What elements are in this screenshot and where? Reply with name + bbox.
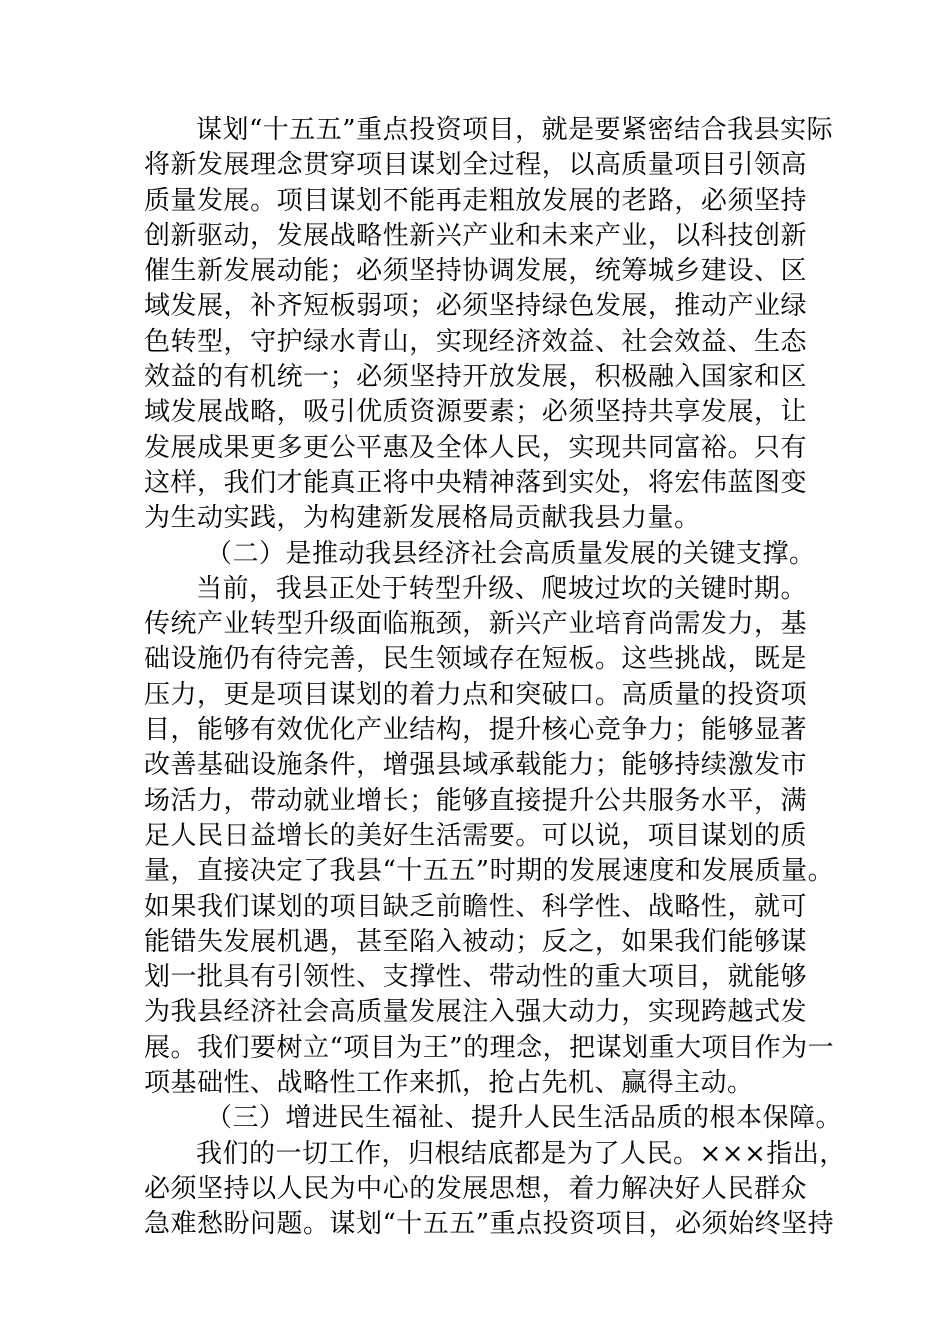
text-line: 质量发展。项目谋划不能再走粗放发展的老路，必须坚持: [144, 185, 807, 216]
text-line: 项基础性、战略性工作来抓，抢占先机、赢得主动。: [144, 1068, 754, 1099]
text-line: 我们的一切工作，归根结底都是为了人民。×××指出，: [196, 1138, 846, 1169]
text-line: 如果我们谋划的项目缺乏前瞻性、科学性、战略性，就可: [144, 891, 807, 922]
text-line: 划一批具有引领性、支撑性、带动性的重大项目，就能够: [144, 962, 807, 993]
document-body: [144, 113, 846, 1243]
text-line: 场活力，带动就业增长；能够直接提升公共服务水平，满: [144, 785, 807, 816]
text-line: 急难愁盼问题。谋划“十五五”重点投资项目，必须始终坚持: [144, 1209, 835, 1240]
body-paragraph: [144, 572, 835, 1101]
text-line: （三）增进民生福祉、提升人民生活品质的根本保障。: [206, 1103, 843, 1134]
text-line: 必须坚持以人民为中心的发展思想，着力解决好人民群众: [144, 1173, 807, 1204]
text-line: 创新驱动，发展战略性新兴产业和未来产业，以科技创新: [144, 220, 807, 251]
text-line: 效益的有机统一；必须坚持开放发展，积极融入国家和区: [144, 362, 807, 393]
text-line: 量，直接决定了我县“十五五”时期的发展速度和发展质量。: [144, 856, 835, 887]
text-line: 为我县经济社会高质量发展注入强大动力，实现跨越式发: [144, 997, 807, 1028]
text-line: 催生新发展动能；必须坚持协调发展，统筹城乡建设、区: [144, 256, 807, 287]
section-heading: [144, 1101, 843, 1136]
text-line: 域发展战略，吸引优质资源要素；必须坚持共享发展，让: [144, 397, 807, 428]
text-line: 改善基础设施条件，增强县域承载能力；能够持续激发市: [144, 750, 807, 781]
text-line: 当前，我县正处于转型升级、爬坡过坎的关键时期。: [196, 573, 807, 604]
text-line: 将新发展理念贯穿项目谋划全过程，以高质量项目引领高: [144, 150, 807, 181]
text-line: 压力，更是项目谋划的着力点和突破口。高质量的投资项: [144, 679, 807, 710]
text-line: 色转型，守护绿水青山，实现经济效益、社会效益、生态: [144, 326, 807, 357]
text-line: 发展成果更多更公平惠及全体人民，实现共同富裕。只有: [144, 432, 807, 463]
section-heading: [144, 537, 816, 572]
text-line: 谋划“十五五”重点投资项目，就是要紧密结合我县实际: [196, 115, 834, 145]
text-line: 础设施仍有待完善，民生领域存在短板。这些挑战，既是: [144, 644, 807, 675]
text-line: 能错失发展机遇，甚至陷入被动；反之，如果我们能够谋: [144, 926, 807, 957]
text-line: （二）是推动我县经济社会高质量发展的关键支撑。: [206, 538, 816, 569]
text-line: 目，能够有效优化产业结构，提升核心竞争力；能够显著: [144, 715, 807, 746]
text-line: 这样，我们才能真正将中央精神落到实处，将宏伟蓝图变: [144, 467, 807, 498]
text-line: 域发展，补齐短板弱项；必须坚持绿色发展，推动产业绿: [144, 291, 807, 322]
body-paragraph: [144, 1137, 846, 1243]
body-paragraph: [144, 113, 834, 537]
text-line: 足人民日益增长的美好生活需要。可以说，项目谋划的质: [144, 820, 807, 851]
text-line: 展。我们要树立“项目为王”的理念，把谋划重大项目作为一: [144, 1032, 835, 1063]
text-line: 传统产业转型升级面临瓶颈，新兴产业培育尚需发力，基: [144, 609, 807, 640]
text-line: 为生动实践，为构建新发展格局贡献我县力量。: [144, 503, 701, 534]
